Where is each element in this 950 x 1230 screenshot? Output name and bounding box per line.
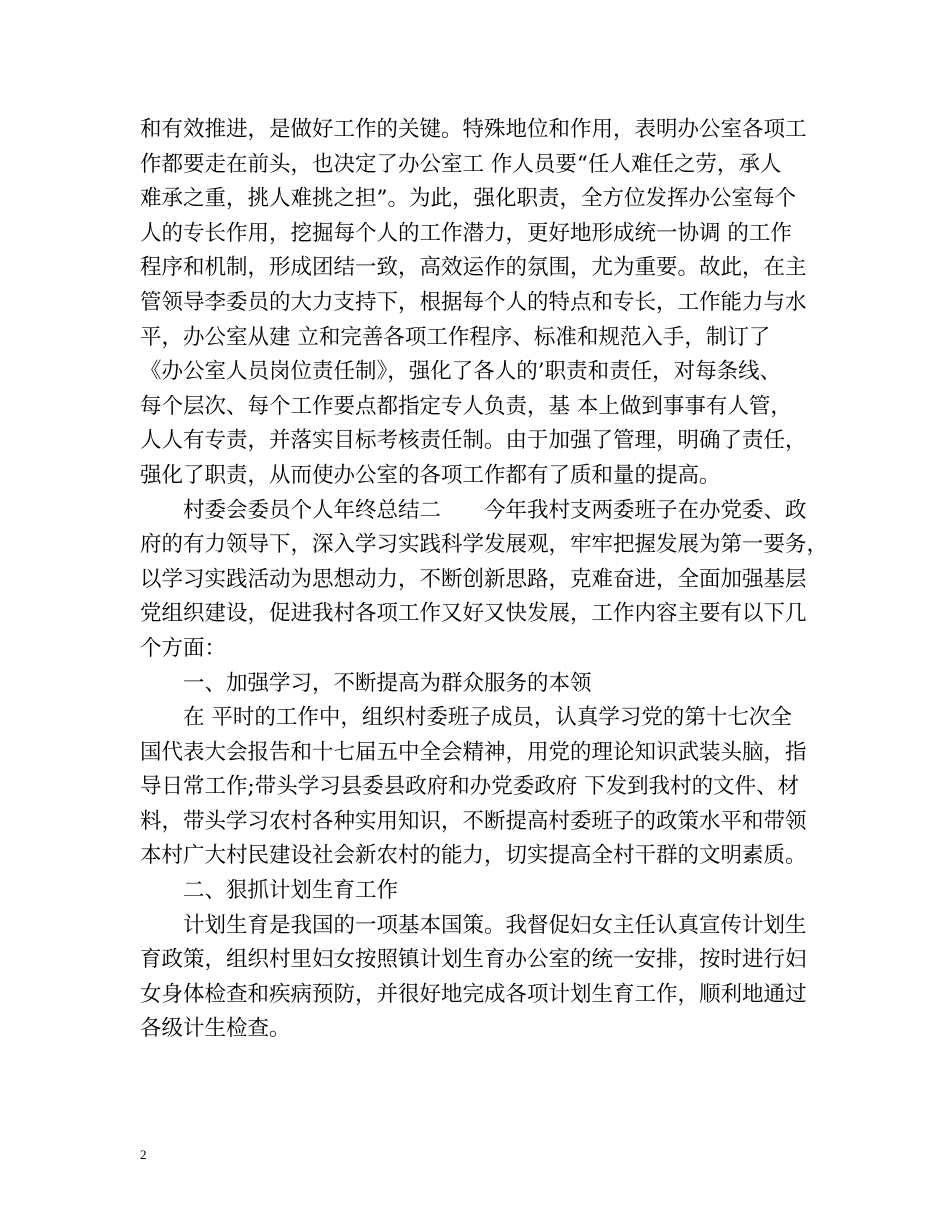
- text-line: 国代表大会报告和十七届五中全会精神，用党的理论知识武装头脑，指: [140, 739, 807, 765]
- text-line: 平，办公室从建 立和完善各项工作程序、标准和规范入手，制订了: [140, 324, 771, 350]
- document-body: [140, 113, 830, 1047]
- text-line: 导日常工作;带头学习县委县政府和办党委政府 下发到我村的文件、材: [140, 774, 800, 800]
- text-line: 府的有力领导下，深入学习实践科学发展观，牢牢把握发展为第一要务，: [140, 532, 829, 558]
- text-line: 料，带头学习农村各种实用知识，不断提高村委班子的政策水平和带领: [140, 808, 807, 834]
- text-line: 管领导李委员的大力支持下，根据每个人的特点和专长，工作能力与水: [140, 289, 807, 315]
- text-line: 党组织建设，促进我村各项工作又好又快发展，工作内容主要有以下几: [140, 601, 807, 627]
- text-line: 人人有专责，并落实目标考核责任制。由于加强了管理，明确了责任，: [140, 428, 807, 454]
- text-line: 村委会委员个人年终总结二 今年我村支两委班子在办党委、政: [183, 497, 807, 523]
- text-line: 个方面：: [140, 635, 227, 661]
- text-line: 本村广大村民建设社会新农村的能力，切实提高全村干群的文明素质。: [140, 843, 807, 869]
- text-line: 以学习实践活动为思想动力，不断创新思路，克难奋进，全面加强基层: [140, 566, 807, 592]
- text-line: 二、狠抓计划生育工作: [183, 878, 399, 904]
- text-line: 各级计生检查。: [140, 1016, 291, 1042]
- text-line: 女身体检查和疾病预防，并很好地完成各项计划生育工作，顺利地通过: [140, 981, 807, 1007]
- text-line: 计划生育是我国的一项基本国策。我督促妇女主任认真宣传计划生: [183, 912, 807, 938]
- text-line: 每个层次、每个工作要点都指定专人负责，基 本上做到事事有人管，: [140, 393, 792, 419]
- text-line: 程序和机制，形成团结一致，高效运作的氛围，尤为重要。故此，在主: [140, 255, 807, 281]
- text-line: 在 平时的工作中，组织村委班子成员，认真学习党的第十七次全: [183, 705, 792, 731]
- page-number: 2: [140, 1147, 147, 1162]
- text-line: 和有效推进，是做好工作的关键。特殊地位和作用，表明办公室各项工: [140, 117, 807, 142]
- text-line: 人的专长作用，挖掘每个人的工作潜力，更好地形成统一协调 的工作: [140, 220, 792, 246]
- text-line: 难承之重，挑人难挑之担”。为此，强化职责，全方位发挥办公室每个: [140, 186, 796, 212]
- text-line: 育政策，组织村里妇女按照镇计划生育办公室的统一安排，按时进行妇: [140, 947, 807, 973]
- text-line: 《办公室人员岗位责任制》，强化了各人的’职责和责任，对每条线、: [140, 359, 782, 385]
- text-line: 强化了职责，从而使办公室的各项工作都有了质和量的提高。: [140, 462, 721, 488]
- text-line: 一、加强学习，不断提高为群众服务的本领: [183, 670, 592, 696]
- text-line: 作都要走在前头，也决定了办公室工 作人员要“任人难任之劳，承人: [140, 151, 782, 177]
